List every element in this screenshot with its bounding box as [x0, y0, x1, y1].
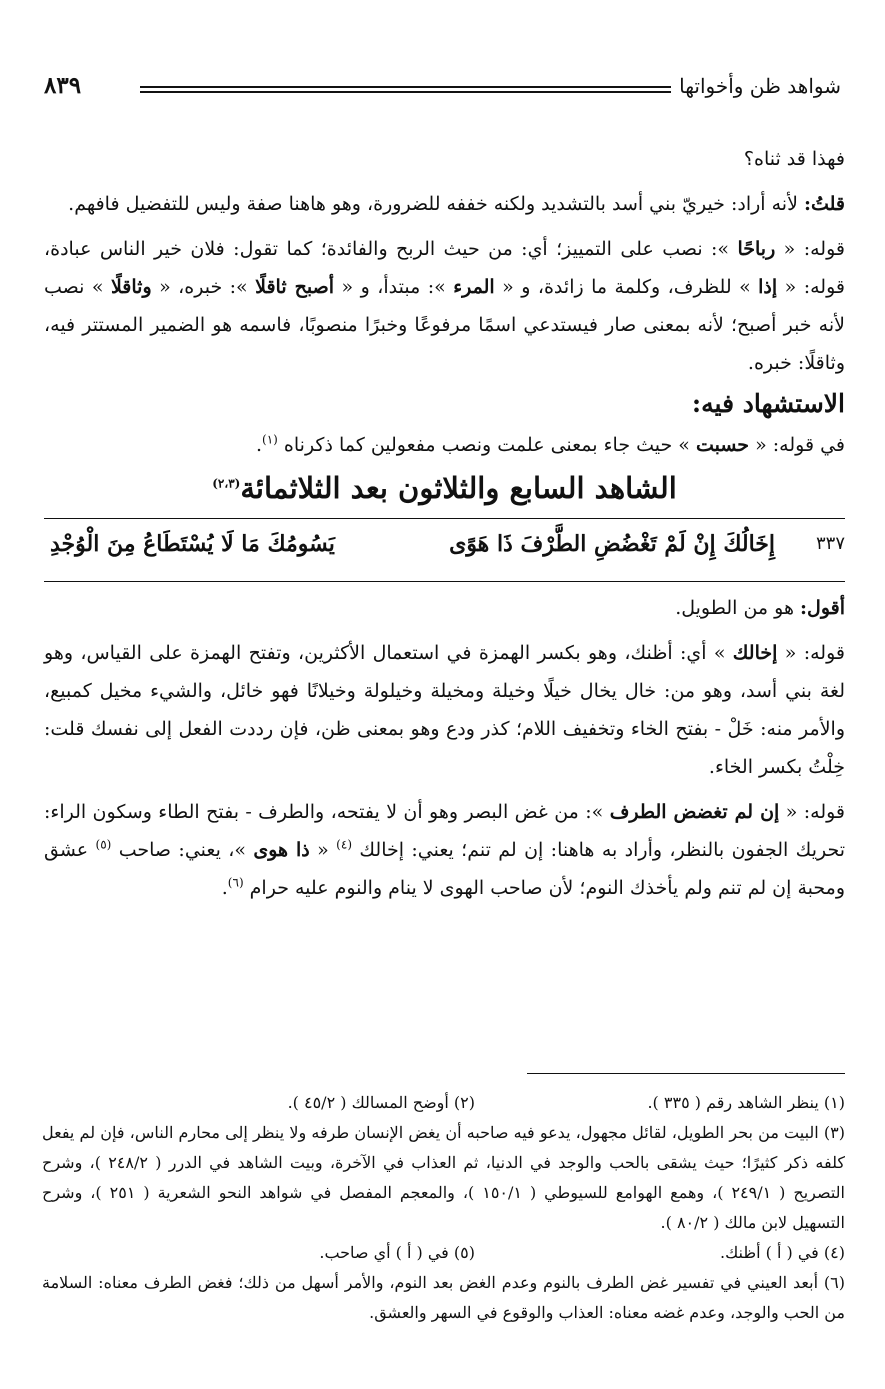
page-number: ٨٣٩: [44, 72, 82, 99]
footnote-ref: (١): [262, 432, 278, 447]
paragraph: قوله: « إن لم تغضض الطرف »: من غض البصر وهو أن لا يفتحه، والطرف - بفتح الطاء وسكون الراء: تحريك الجفون بالنظر، وأراد به هاهنا: إن لم تنم؛ يعني: إخالك $^{(٤)}$ « ذا هوى »، يعني: صاحب $^{(٥)}$ عشق ومحبة إن لم تنم ولم يأخذك النوم؛ لأن صاحب الهوى لا ينام والنوم عليه حرام $^{(٦)}$.: [44, 801, 846, 899]
footnote-5: (٥) في ( أ ) أي صاحب.: [319, 1243, 475, 1262]
paragraph: قلتُ: لأنه أراد: خيريّ بني أسد بالتشديد ولكنه خففه للضرورة، وهو هاهنا صفة وليس للتفضيل فافهم.: [68, 193, 845, 215]
poem-verse: [44, 518, 845, 582]
footnote-ref: (٢،٣): [212, 476, 241, 491]
footnote-separator: [527, 1073, 845, 1074]
page-header: [40, 66, 845, 106]
section-heading: الاستشهاد فيه:: [691, 389, 845, 418]
main-text: [44, 140, 845, 907]
footnote-row: [42, 1238, 845, 1268]
verse-number: ٣٣٧: [815, 533, 845, 554]
footnote-row: [42, 1088, 845, 1118]
footnote-1: (١) ينظر الشاهد رقم ( ٣٣٥ ).: [647, 1093, 845, 1112]
verse-second-half: يَسُومُكَ مَا لَا يُسْتَطَاعُ مِنَ الْوُجْدِ: [50, 531, 335, 557]
paragraph: في قوله: « حسبت » حيث جاء بمعنى علمت ونصب مفعولين كما ذكرناه $^{(١)}$.: [255, 432, 845, 456]
footnote-ref: (٥): [95, 837, 112, 852]
footnotes: [42, 1088, 845, 1328]
footnote-3: (٣) البيت من بحر الطويل، لقائل مجهول، يدعو فيه صاحبه أن يغض الإنسان طرفه ولا ينظر إلى محارم الناس، فإن لم يفعل كلفه ذكر كثيرًا؛ حيث يشقى بالحب والوجد في الدنيا، ثم العذاب في الآخرة، وبيت الشاهد في الدرر ( ٢٤٨/٢ )، وشرح التصريح ( ٢٤٩/١ )، وهمع الهوامع للسيوطي ( ١٥٠/١ )، والمعجم المفصل في شواهد النحو الشعرية ( ٢٥١ )، وشرح التسهيل لابن مالك ( ٨٠/٢ ).: [42, 1123, 846, 1232]
running-title: شواهد ظن وأخواتها: [679, 74, 841, 98]
footnote-ref: (٦): [227, 875, 244, 890]
footnote-ref: (٤): [336, 837, 352, 852]
evidence-title: الشاهد السابع والثلاثون بعد الثلاثمائة$^{(٢،٣)}$: [212, 471, 677, 505]
paragraph: قوله: « إخالك » أي: أظنك، وهو بكسر الهمزة في استعمال الأكثرين، وتفتح الهمزة على القياس، وهو لغة بني أسد، وهو من: خال يخال خيلًا وخيلة ومخيلة وخيلولة وخيلانًا فهو خائل، والشيء مخيل كمبيع، والأمر منه: خَلْ - بفتح الخاء وتخفيف اللام؛ كذر ودع وهو بمعنى ظن، فإن رددت الفعل إلى نفسك قلت: خِلْتُ بكسر الخاء.: [44, 642, 845, 778]
paragraph: أقول: هو من الطويل.: [675, 597, 845, 619]
header-rule: [140, 86, 671, 93]
footnote-6: (٦) أبعد العيني في تفسير غض الطرف بالنوم وعدم الغض بعد النوم، والأمر أسهل من ذلك؛ فغض الطرف معناه: السلامة من الحب والوجد، وعدم غضه معناه: العذاب والوقوع في السهر والعشق.: [42, 1273, 845, 1322]
footnote-4: (٤) في ( أ ) أظنك.: [719, 1243, 845, 1262]
paragraph: قوله: « رباحًا »: نصب على التمييز؛ أي: من حيث الربح والفائدة؛ كما تقول: فلان خير الناس عبادة، قوله: « إذا » للظرف، وكلمة ما زائدة، و « المرء »: مبتدأ، و « أصبح ثاقلًا »: خبره، « وثاقلًا » نصب لأنه خبر أصبح؛ لأنه بمعنى صار فيستدعي اسمًا مرفوعًا وخبرًا منصوبًا، فاسمه هو الضمير المستتر فيه، وثاقلًا: خبره.: [44, 238, 845, 374]
paragraph: فهذا قد ثناه؟: [743, 148, 845, 170]
footnote-2: (٢) أوضح المسالك ( ٤٥/٢ ).: [287, 1093, 475, 1112]
verse-first-half: إِخَالُكَ إِنْ لَمْ تَغْضُضِ الطَّرْفَ ذَا هَوًى: [449, 531, 775, 557]
